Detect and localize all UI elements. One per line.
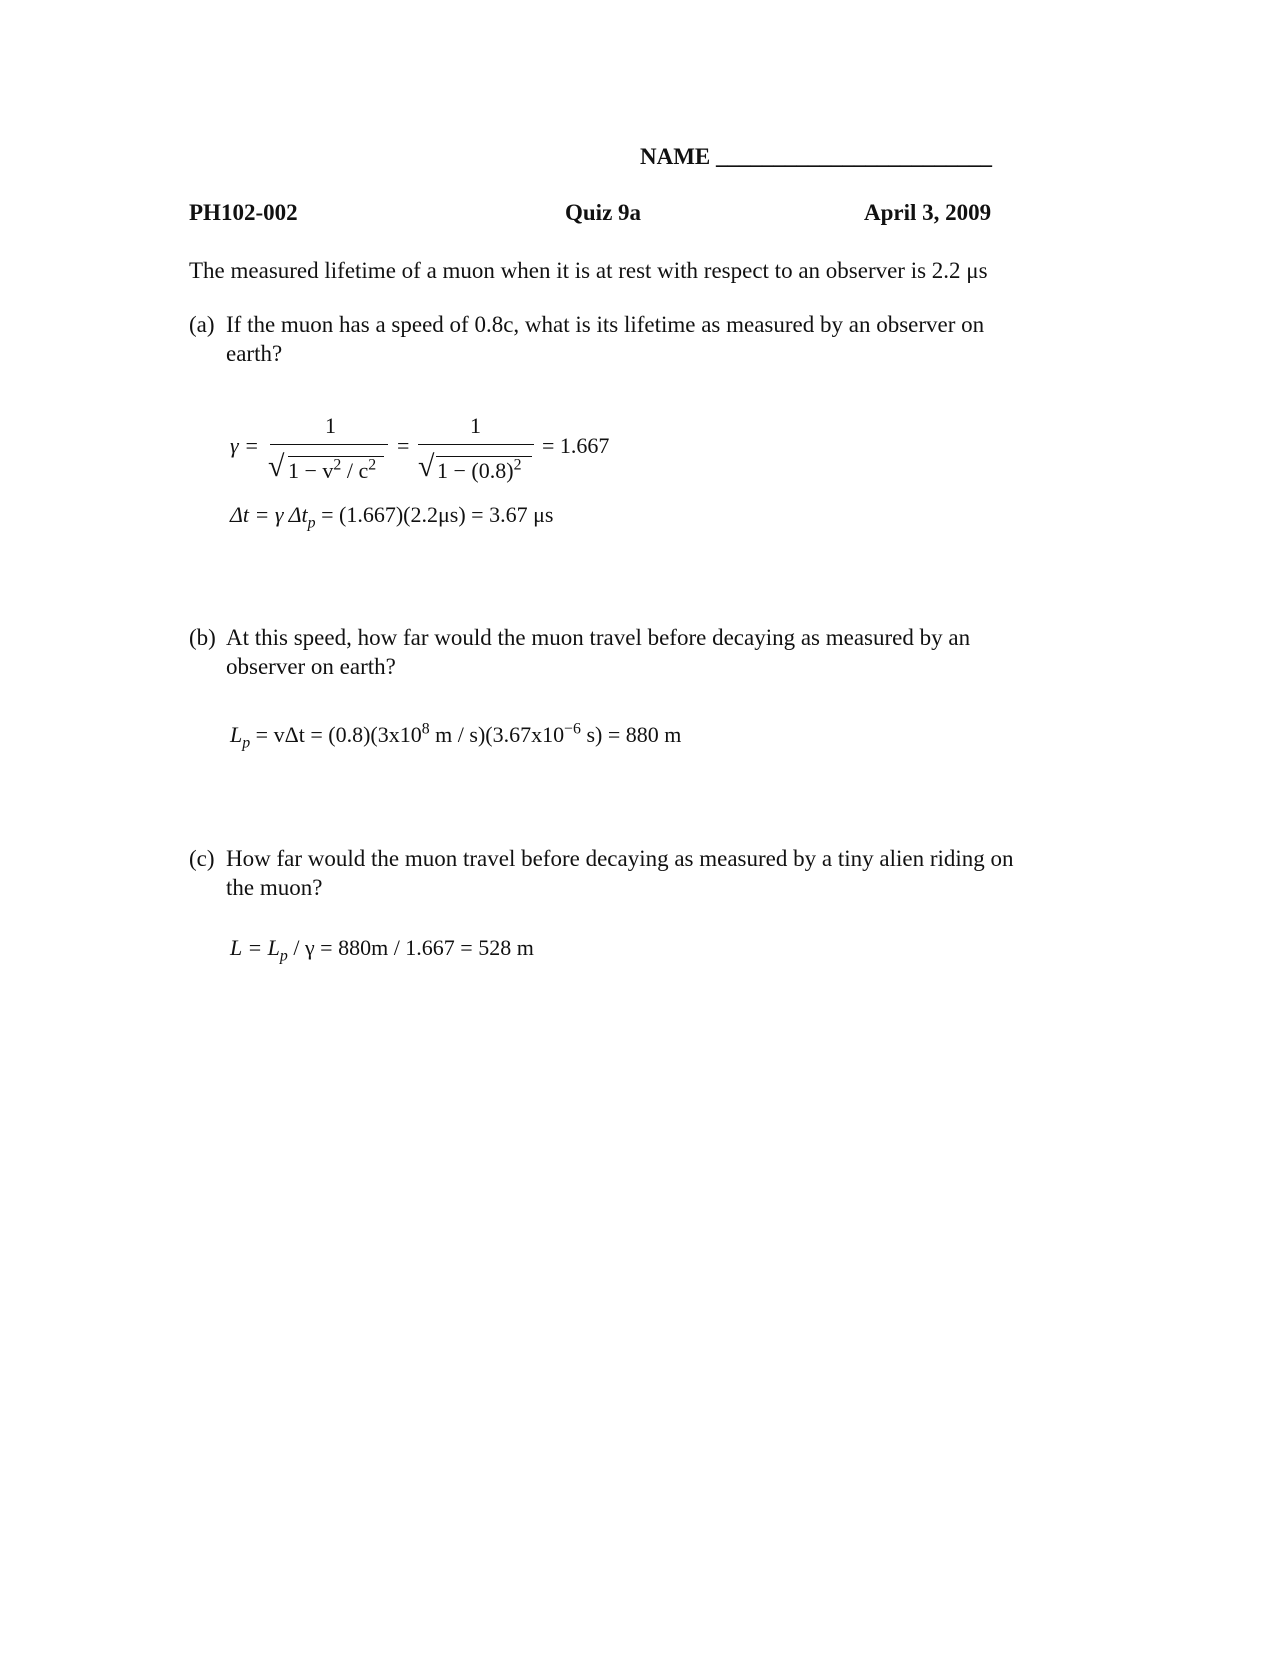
course-code: PH102-002 (189, 200, 298, 225)
gamma-equals: = (397, 433, 410, 458)
gamma-denominator-2: $1 - (0.8)^2$ (437, 456, 522, 483)
distance-earth-equation: $L_p = v\Delta t = (0.8)(3x10^8$ m / $s)(3.67x10^{-6}$ s) = 880 m (230, 720, 682, 752)
gamma-symbol: γ = (230, 433, 260, 458)
distance-alien-equation: $L = L_p / \gamma = 880m / 1.667 = 528$ m (230, 935, 534, 965)
part-a-question-line2: earth? (226, 341, 283, 366)
name-field-label: NAME ________________________ (640, 144, 993, 169)
time-dilation-equation: Δt = γ $\Delta t_p = (1.667)(2.2\mu s) = 3.67$ μs (230, 502, 554, 532)
quiz-date: April 3, 2009 (864, 200, 992, 225)
part-c-question-line1: How far would the muon travel before decaying as measured by a tiny alien riding on (226, 846, 1014, 871)
fraction-bar-1 (270, 444, 388, 445)
part-a-label: (a) (189, 312, 215, 337)
part-b-question-line1: At this speed, how far would the muon travel before decaying as measured by an (226, 625, 971, 650)
gamma-numerator-1: 1 (325, 413, 336, 438)
intro-text: The measured lifetime of a muon when it is at rest with respect to an observer is 2.2 μs (189, 258, 988, 283)
sqrt-sign-1: √ (268, 450, 285, 483)
part-b-label: (b) (189, 625, 216, 650)
gamma-result: = 1.667 (542, 433, 610, 458)
part-b-question-line2: observer on earth? (226, 654, 396, 679)
gamma-numerator-2: 1 (470, 413, 481, 438)
part-c-label: (c) (189, 846, 215, 871)
fraction-bar-2 (418, 444, 534, 445)
part-a-question-line1: If the muon has a speed of 0.8c, what is its lifetime as measured by an observer on (226, 312, 985, 337)
quiz-title: Quiz 9a (565, 200, 642, 225)
gamma-denominator-1: $1 - v^2 / c^2$ (288, 456, 377, 483)
part-c-question-line2: the muon? (226, 875, 323, 900)
sqrt-sign-2: √ (418, 450, 435, 483)
